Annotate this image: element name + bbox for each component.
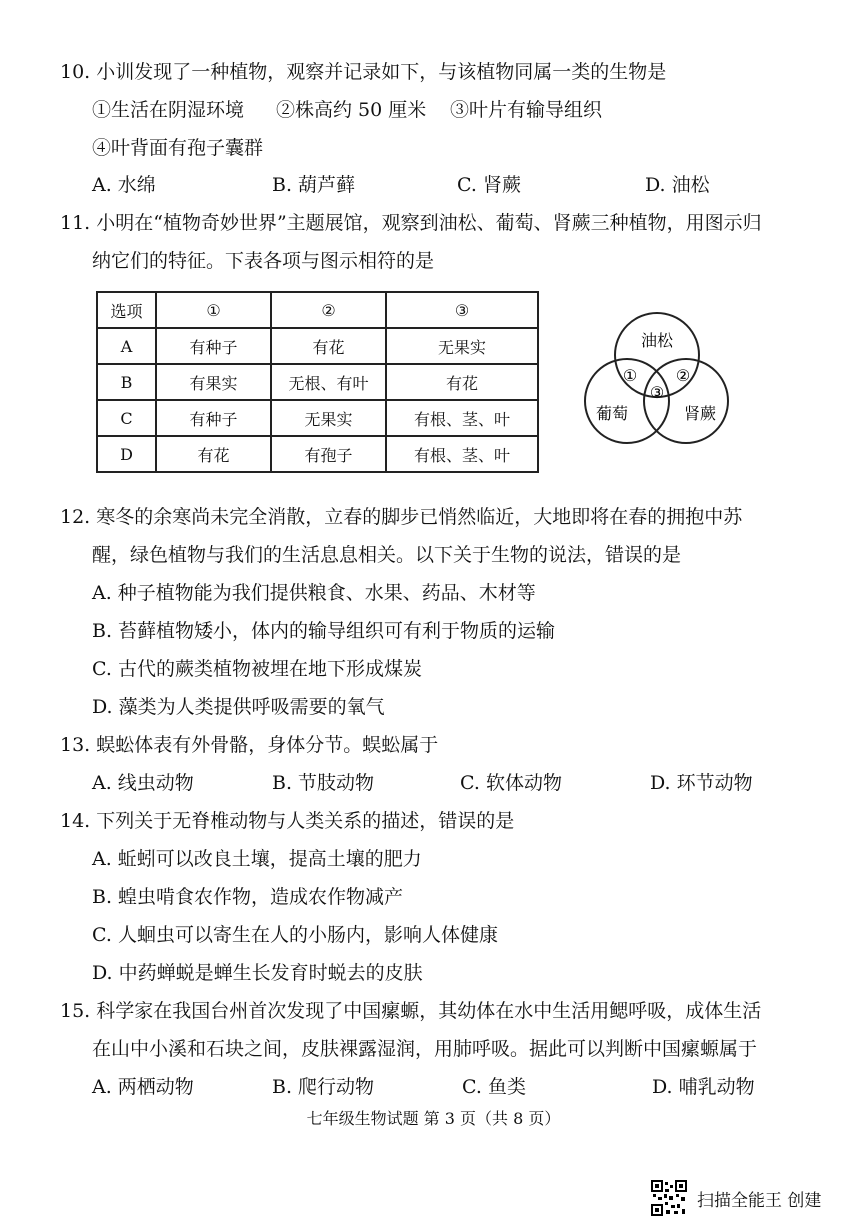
venn-label-right: 肾蕨 <box>683 404 717 423</box>
table-cell: 有花 <box>271 328 386 364</box>
venn-region-1: ① <box>622 366 638 385</box>
table-cell: 有根、茎、叶 <box>386 400 538 436</box>
q10-option-a: A. 水绵 <box>92 174 156 196</box>
q14-option-a: A. 蚯蚓可以改良土壤，提高土壤的肥力 <box>92 848 422 870</box>
table-header-row <box>97 292 538 328</box>
q10-option-b: B. 葫芦藓 <box>272 174 356 196</box>
table-row <box>97 400 538 436</box>
table-row <box>97 436 538 472</box>
q12-option-b: B. 苔藓植物矮小，体内的输导组织可有利于物质的运输 <box>92 620 556 642</box>
table-cell: 有种子 <box>156 328 271 364</box>
table-cell: 无果实 <box>386 328 538 364</box>
table-row <box>97 364 538 400</box>
venn-label-left: 葡萄 <box>595 404 629 423</box>
q15-option-c: C. 鱼类 <box>462 1076 526 1098</box>
q15-option-b: B. 爬行动物 <box>272 1076 375 1098</box>
table-cell: 无根、有叶 <box>271 364 386 400</box>
q14-option-d: D. 中药蝉蜕是蝉生长发育时蜕去的皮肤 <box>92 962 423 984</box>
q10-option-c: C. 肾蕨 <box>457 174 521 196</box>
table-header-cell: 选项 <box>97 292 156 328</box>
scanner-watermark <box>651 1180 851 1220</box>
qr-code-icon <box>651 1180 687 1216</box>
q14-option-b: B. 蝗虫啃食农作物，造成农作物减产 <box>92 886 404 908</box>
q10-obs-1: ①生活在阴湿环境 <box>92 99 245 121</box>
q13-option-c: C. 软体动物 <box>460 772 562 794</box>
table-cell: 有根、茎、叶 <box>386 436 538 472</box>
venn-diagram <box>578 311 738 457</box>
q10-obs-3: ③叶片有输导组织 <box>450 99 603 121</box>
venn-label-top: 油松 <box>640 331 674 350</box>
q15-option-d: D. 哺乳动物 <box>652 1076 755 1098</box>
q15-stem-line-1: 15. 科学家在我国台州首次发现了中国瘰螈，其幼体在水中生活用鳃呼吸，成体生活 <box>60 1000 762 1022</box>
table-cell: D <box>97 436 156 472</box>
q13-option-a: A. 线虫动物 <box>92 772 194 794</box>
q15-option-a: A. 两栖动物 <box>92 1076 194 1098</box>
table-header-cell: ① <box>156 292 271 328</box>
q12-option-a: A. 种子植物能为我们提供粮食、水果、药品、木材等 <box>92 582 536 604</box>
q10-option-d: D. 油松 <box>645 174 710 196</box>
q14-stem: 14. 下列关于无脊椎动物与人类关系的描述，错误的是 <box>60 810 515 832</box>
table-row <box>97 328 538 364</box>
table-header-cell: ③ <box>386 292 538 328</box>
venn-region-2: ② <box>675 366 691 385</box>
q10-stem: 10. 小训发现了一种植物，观察并记录如下，与该植物同属一类的生物是 <box>60 61 667 83</box>
table-cell: 无果实 <box>271 400 386 436</box>
q12-stem-line-1: 12. 寒冬的余寒尚未完全消散，立春的脚步已悄然临近，大地即将在春的拥抱中苏 <box>60 506 743 528</box>
table-cell: 有花 <box>386 364 538 400</box>
q11-table <box>96 291 539 473</box>
q13-stem: 13. 蜈蚣体表有外骨骼，身体分节。蜈蚣属于 <box>60 734 439 756</box>
q13-option-d: D. 环节动物 <box>650 772 753 794</box>
q12-option-c: C. 古代的蕨类植物被埋在地下形成煤炭 <box>92 658 422 680</box>
q15-stem-line-2: 在山中小溪和石块之间，皮肤裸露湿润，用肺呼吸。据此可以判断中国瘰螈属于 <box>92 1038 758 1060</box>
table-cell: 有种子 <box>156 400 271 436</box>
table-cell: B <box>97 364 156 400</box>
table-cell: 有果实 <box>156 364 271 400</box>
table-cell: C <box>97 400 156 436</box>
q14-option-c: C. 人蛔虫可以寄生在人的小肠内，影响人体健康 <box>92 924 498 946</box>
page-footer: 七年级生物试题 第 3 页（共 8 页） <box>306 1109 561 1128</box>
q11-stem-line-2: 纳它们的特征。下表各项与图示相符的是 <box>92 250 435 272</box>
q10-obs-4: ④叶背面有孢子囊群 <box>92 137 264 159</box>
table-cell: A <box>97 328 156 364</box>
table-cell: 有花 <box>156 436 271 472</box>
venn-region-3: ③ <box>649 383 665 402</box>
q10-obs-2: ②株高约 50 厘米 <box>276 99 427 121</box>
q11-stem-line-1: 11. 小明在“植物奇妙世界”主题展馆，观察到油松、葡萄、肾蕨三种植物，用图示归 <box>60 212 762 234</box>
scanner-text: 扫描全能王 创建 <box>697 1191 822 1211</box>
table-cell: 有孢子 <box>271 436 386 472</box>
q12-stem-line-2: 醒，绿色植物与我们的生活息息相关。以下关于生物的说法，错误的是 <box>92 544 682 566</box>
q12-option-d: D. 藻类为人类提供呼吸需要的氧气 <box>92 696 385 718</box>
table-header-cell: ② <box>271 292 386 328</box>
q13-option-b: B. 节肢动物 <box>272 772 375 794</box>
